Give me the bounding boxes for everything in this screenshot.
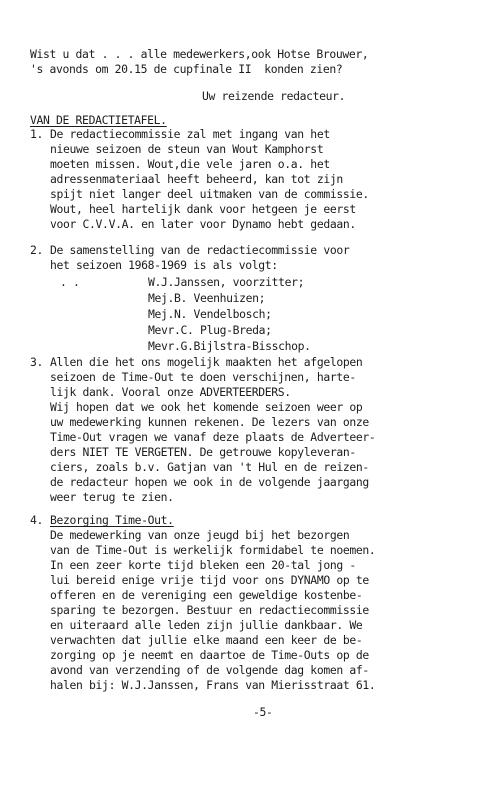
item-1-line: adressenmateriaal heeft beheerd, kan tot zijn (50, 172, 343, 186)
intro-line-2: 's avonds om 20.15 de cupfinale II konden zien? (30, 62, 343, 76)
page-number: -5- (253, 705, 273, 719)
item-3-line: ciers, zoals b.v. Gatjan van 't Hul en de reizen- (50, 460, 369, 474)
item-1-line: spijt niet langer deel uitmaken van de commissie. (50, 187, 369, 201)
item-1-line: voor C.V.V.A. en later voor Dynamo hebt gedaan. (50, 217, 356, 231)
item-1-line: moeten missen. Wout,die vele jaren o.a. het (50, 157, 330, 171)
intro-line-1: Wist u dat . . . alle medewerkers,ook Hotse Brouwer, (30, 47, 369, 61)
item-3-line: seizoen de Time-Out te doen verschijnen, harte- (50, 370, 356, 384)
item-1-line: Wout, heel hartelijk dank voor hetgeen je eerst (50, 202, 356, 216)
item-3-line: uw medewerking kunnen rekenen. De lezers van onze (50, 415, 369, 429)
item-3-line: ders NIET TE VERGETEN. De getrouwe kopyleveran- (50, 445, 356, 459)
item-4-line: In een zeer korte tijd bleken een 20-tal jong - (50, 558, 356, 572)
item-1-number: 1. (30, 127, 44, 141)
item-4-line: sparing te bezorgen. Bestuur en redactiecommissie (50, 603, 369, 617)
committee-member: Mevr.C. Plug-Breda; (148, 323, 272, 337)
item-3-line: weer terug te zien. (50, 490, 174, 504)
item-2-number: 2. (30, 243, 44, 257)
item-1-line: De redactiecommissie zal met ingang van het (50, 127, 330, 141)
item-2-dots: . . (60, 275, 80, 289)
item-3-line: de redacteur hopen we ook in de volgende jaargang (50, 475, 369, 489)
committee-member: Mej.N. Vendelbosch; (148, 307, 272, 321)
item-4-line: halen bij: W.J.Janssen, Frans van Mierisstraat 61. (50, 678, 376, 692)
item-4-line: offeren en de vereniging een geweldige kostenbe- (50, 588, 363, 602)
item-4-line: lui bereid enige vrije tijd voor ons DYNAMO op te (50, 573, 369, 587)
intro-signature: Uw reizende redacteur. (202, 89, 346, 103)
item-2-line: het seizoen 1968-1969 is als volgt: (50, 258, 278, 272)
committee-member: Mevr.G.Bijlstra-Bisschop. (148, 339, 311, 353)
item-2-line: De samenstelling van de redactiecommissie voor (50, 243, 350, 257)
item-3-line: Allen die het ons mogelijk maakten het afgelopen (50, 355, 363, 369)
item-3-number: 3. (30, 355, 44, 369)
item-3-line: Time-Out vragen we vanaf deze plaats de Adverteer- (50, 430, 376, 444)
item-4-line: en uiteraard alle leden zijn jullie dankbaar. We (50, 618, 363, 632)
item-4-line: De medewerking van onze jeugd bij het bezorgen (50, 528, 350, 542)
item-3-line: lijk dank. Vooral onze ADVERTEERDERS. (50, 385, 291, 399)
item-4-line: zorging op je neemt en daartoe de Time-Outs op de (50, 648, 369, 662)
item-4-number: 4. (30, 513, 44, 527)
item-4-line: avond van verzending of de volgende dag komen af- (50, 663, 369, 677)
item-4-line: verwachten dat jullie elke maand een keer de be- (50, 633, 363, 647)
item-3-line: Wij hopen dat we ook het komende seizoen weer op (50, 400, 363, 414)
committee-member: W.J.Janssen, voorzitter; (148, 275, 305, 289)
committee-member: Mej.B. Veenhuizen; (148, 291, 266, 305)
item-4-line: van de Time-Out is werkelijk formidabel te noemen. (50, 543, 376, 557)
item-1-line: nieuwe seizoen de steun van Wout Kamphorst (50, 142, 324, 156)
section-title: VAN DE REDACTIETAFEL. (30, 113, 167, 127)
item-4-title: Bezorging Time-Out. (50, 513, 174, 527)
